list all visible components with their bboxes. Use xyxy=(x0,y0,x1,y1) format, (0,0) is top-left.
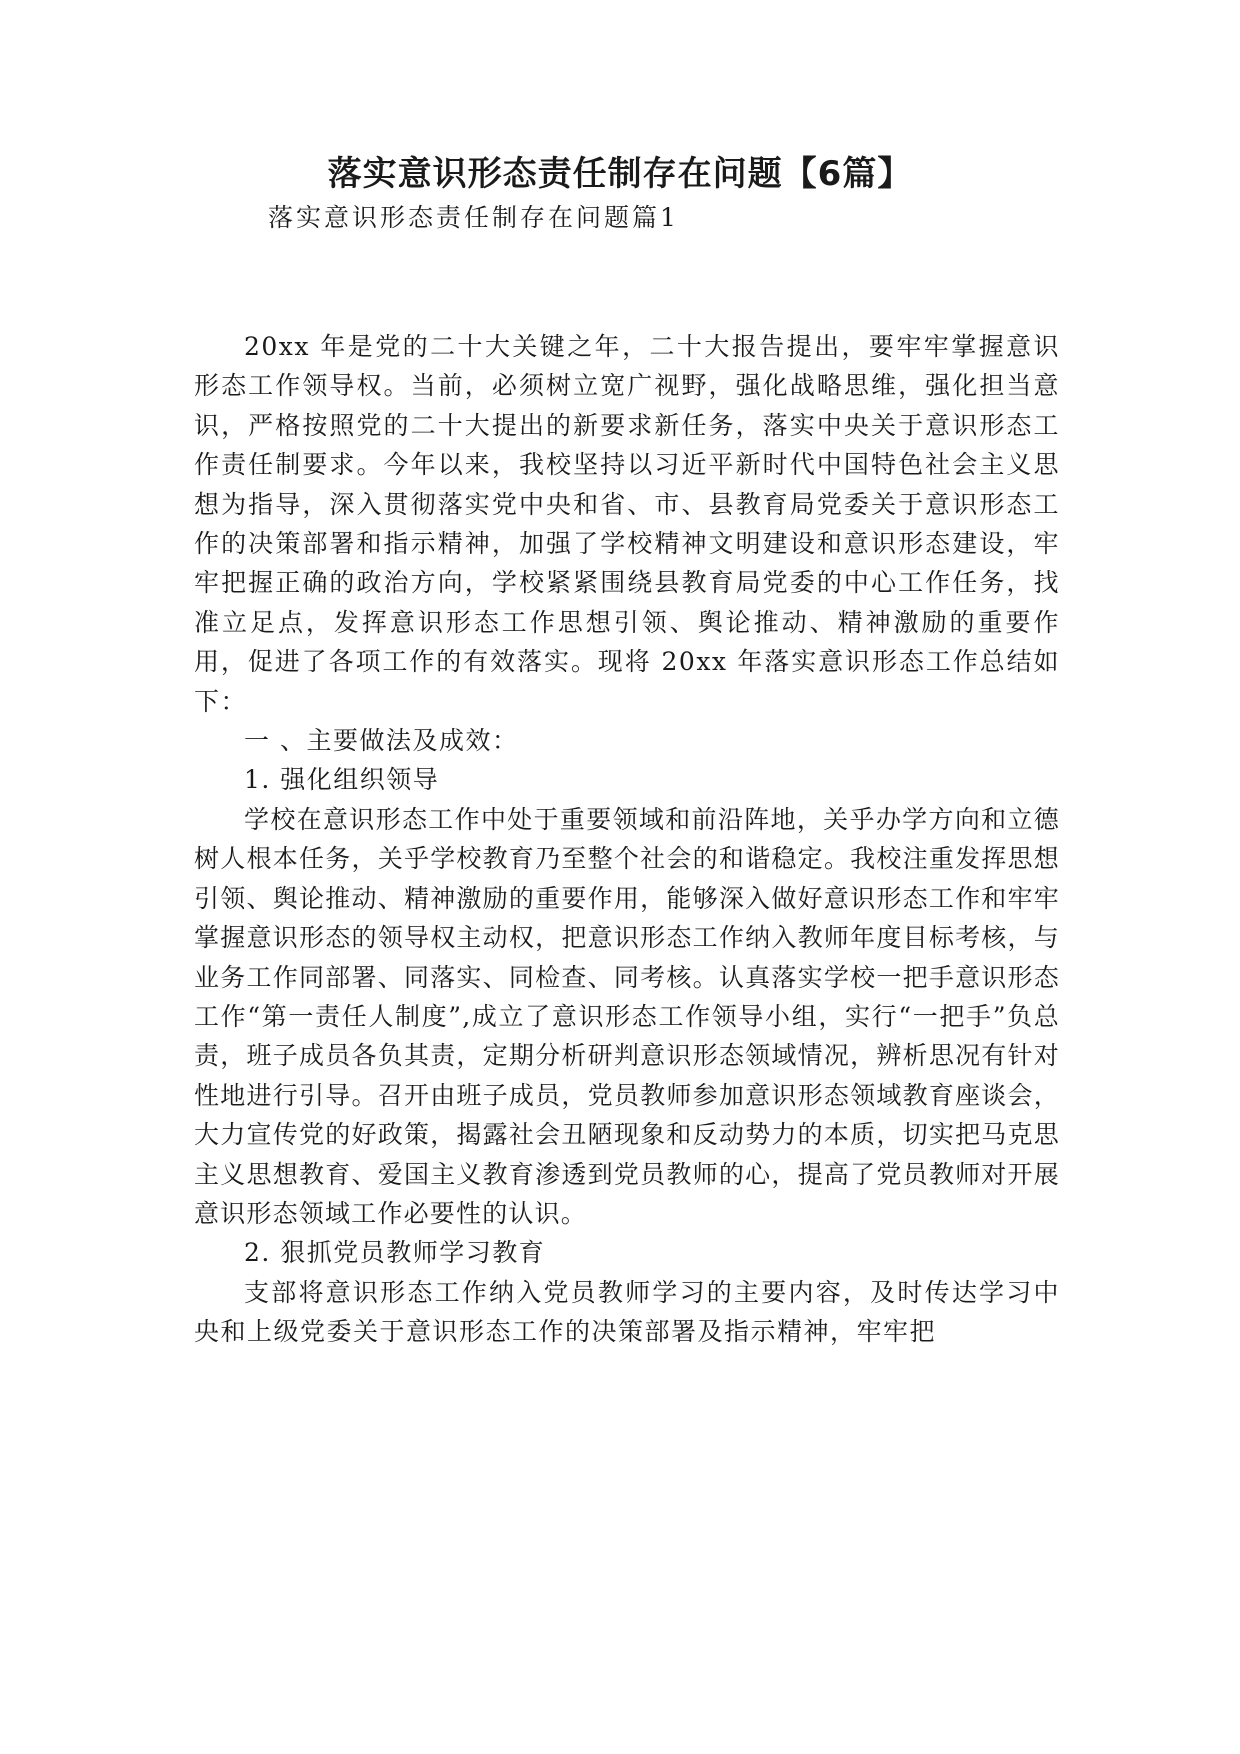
paragraph-intro: 20xx 年是党的二十大关键之年，二十大报告提出，要牢牢掌握意识形态工作领导权。当前，必须树立宽广视野，强化战略思维，强化担当意识，严格按照党的二十大提出的新要求新任务，落实中央关于意识形态工作责任制要求。今年以来，我校坚持以习近平新时代中国特色社会主义思想为指导，深入贯彻落实党中央和省、市、县教育局党委关于意识形态工作的决策部署和指示精神，加强了学校精神文明建设和意识形态建设，牢牢把握正确的政治方向，学校紧紧围绕县教育局党委的中心工作任务，找准立足点，发挥意识形态工作思想引领、舆论推动、精神激励的重要作用，促进了各项工作的有效落实。现将 20xx 年落实意识形态工作总结如下： xyxy=(194,332,1060,716)
subheading-organization-leadership: 1. 强化组织领导 xyxy=(244,765,440,795)
subheading-party-member-education: 2. 狠抓党员教师学习教育 xyxy=(244,1238,546,1268)
section-heading-main-practices: 一 、主要做法及成效： xyxy=(244,726,519,756)
document-title: 落实意识形态责任制存在问题【6篇】 xyxy=(327,154,913,194)
document-subtitle: 落实意识形态责任制存在问题篇1 xyxy=(268,203,679,232)
document-body xyxy=(194,327,1060,1352)
paragraph-party-member-education: 支部将意识形态工作纳入党员教师学习的主要内容，及时传达学习中央和上级党委关于意识形态工作的决策部署及指示精神，牢牢把 xyxy=(194,1277,1060,1347)
paragraph-organization-leadership: 学校在意识形态工作中处于重要领域和前沿阵地，关乎办学方向和立德树人根本任务，关乎学校教育乃至整个社会的和谐稳定。我校注重发挥思想引领、舆论推动、精神激励的重要作用，能够深入做好意识形态工作和牢牢掌握意识形态的领导权主动权，把意识形态工作纳入教师年度目标考核，与业务工作同部署、同落实、同检查、同考核。认真落实学校一把手意识形态工作“第一责任人制度”,成立了意识形态工作领导小组，实行“一把手”负总责，班子成员各负其责，定期分析研判意识形态领域情况，辨析思况有针对性地进行引导。召开由班子成员，党员教师参加意识形态领域教育座谈会，大力宣传党的好政策，揭露社会丑陋现象和反动势力的本质，切实把马克思主义思想教育、爱国主义教育渗透到党员教师的心，提高了党员教师对开展意识形态领域工作必要性的认识。 xyxy=(194,804,1060,1228)
